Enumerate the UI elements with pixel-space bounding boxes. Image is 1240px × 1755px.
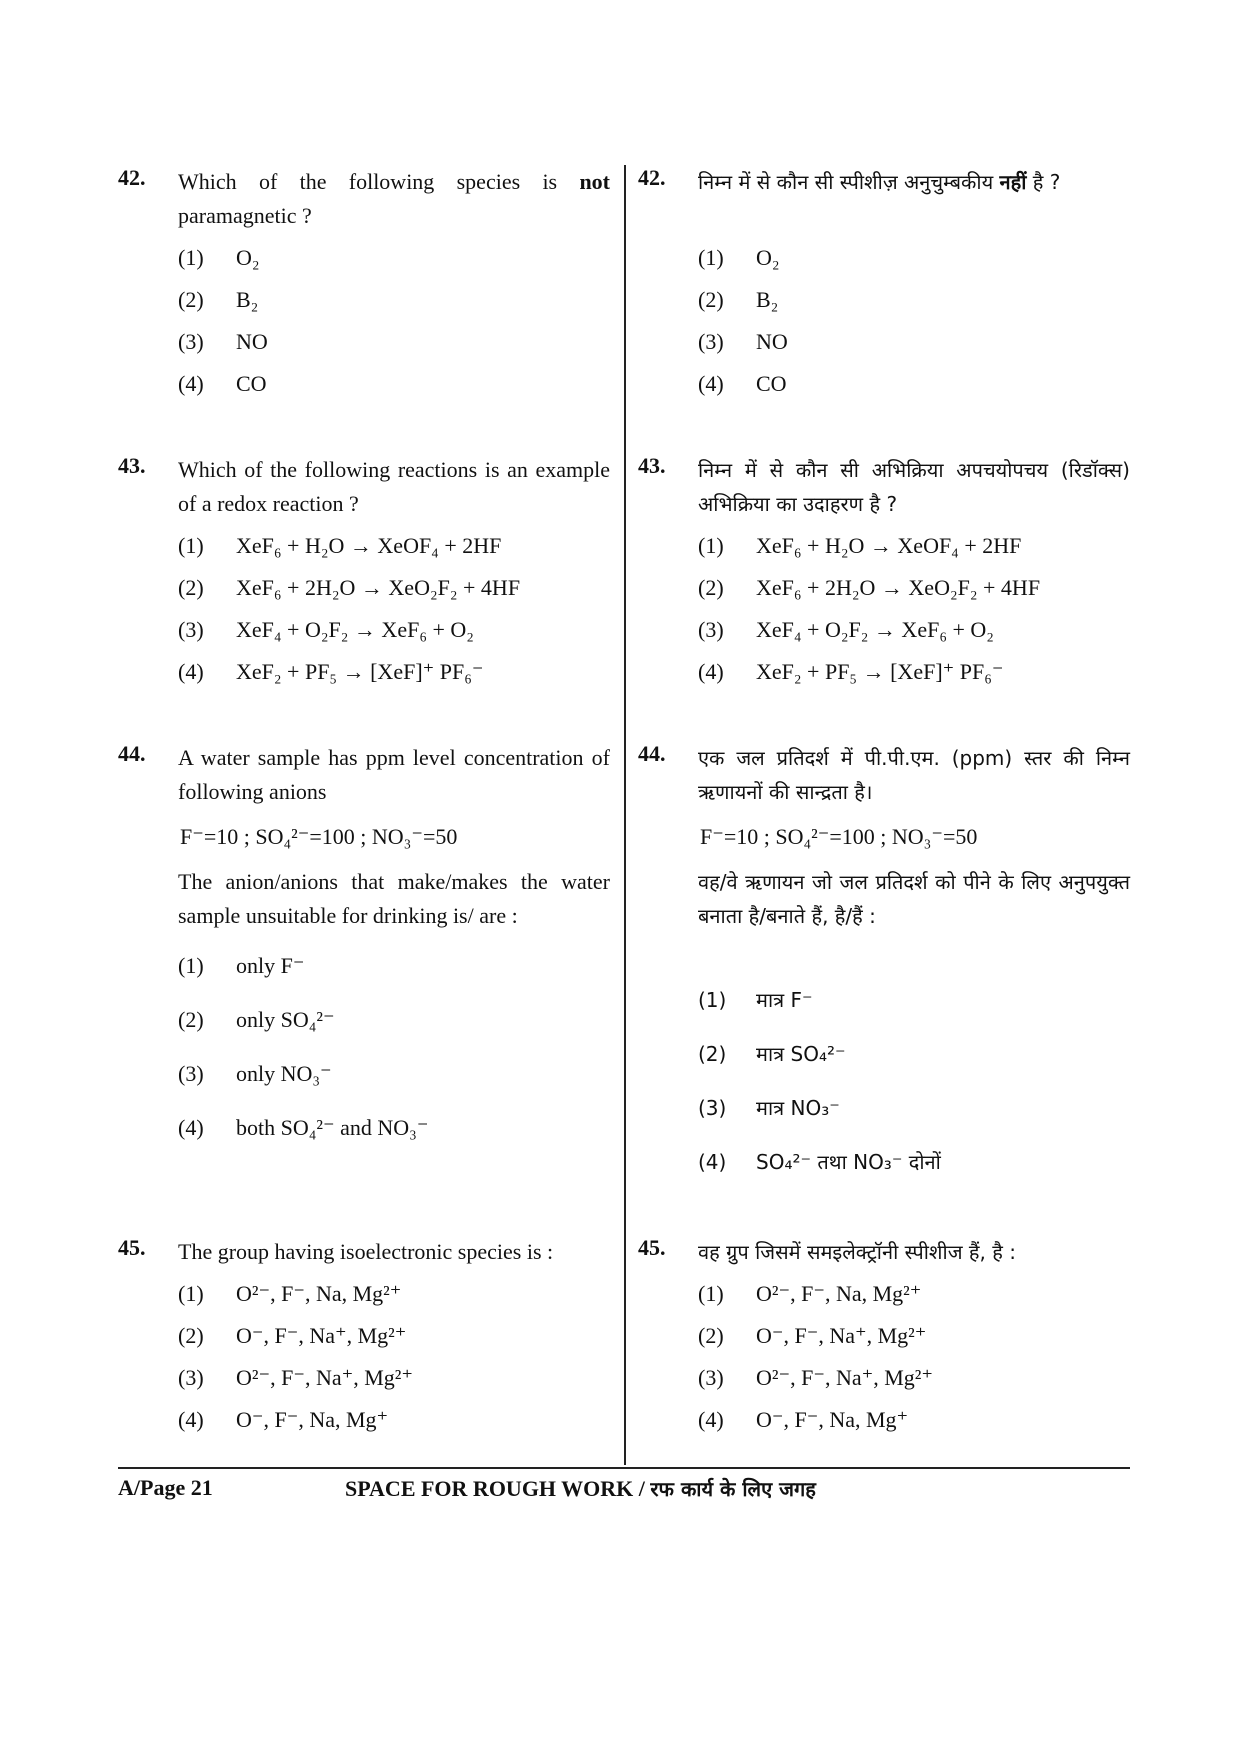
option[interactable]: (2) O⁻, F⁻, Na⁺, Mg²⁺ (178, 1323, 407, 1348)
question-45-en (118, 1235, 610, 1441)
option[interactable]: (1) O₂ (698, 245, 780, 270)
question-number: 42. (638, 165, 666, 190)
option[interactable]: (4) O⁻, F⁻, Na, Mg⁺ (698, 1407, 909, 1432)
option[interactable]: (1) O²⁻, F⁻, Na, Mg²⁺ (698, 1281, 922, 1306)
option[interactable]: (3) NO (178, 329, 268, 354)
option[interactable]: (4) O⁻, F⁻, Na, Mg⁺ (178, 1407, 389, 1432)
option[interactable]: (3) O²⁻, F⁻, Na⁺, Mg²⁺ (698, 1365, 933, 1390)
question-44-hi (638, 741, 1130, 1189)
question-number: 44. (638, 741, 666, 766)
option[interactable]: (4) CO (698, 371, 787, 396)
question-text: Which of the following species is not paramagnetic ? (178, 169, 610, 228)
option[interactable]: (2) XeF₆ + 2H₂O → XeO₂F₂ + 4HF (698, 575, 1041, 600)
question-text: Which of the following reactions is an example of a redox reaction ? (178, 457, 610, 516)
option[interactable]: (4) SO₄²⁻ तथा NO₃⁻ दोनों (698, 1150, 941, 1174)
option[interactable]: (2) B₂ (178, 287, 259, 312)
option[interactable]: (2) O⁻, F⁻, Na⁺, Mg²⁺ (698, 1323, 927, 1348)
option[interactable]: (4) XeF₂ + PF₅ → [XeF]⁺ PF₆⁻ (698, 659, 1004, 684)
page-number: A/Page 21 (118, 1475, 213, 1500)
option[interactable]: (2) मात्र SO₄²⁻ (698, 1042, 846, 1066)
options-list (698, 1273, 1130, 1441)
option[interactable]: (1) XeF₆ + H₂O → XeOF₄ + 2HF (178, 533, 502, 558)
option[interactable]: (3) मात्र NO₃⁻ (698, 1096, 840, 1120)
question-text-continued: वह/वे ऋणायन जो जल प्रतिदर्श को पीने के लिए अनुपयुक्त बनाता है/बनाते हैं, है/हैं : (698, 870, 1130, 928)
options-list (178, 939, 610, 1155)
options-list (698, 525, 1130, 693)
option[interactable]: (1) मात्र F⁻ (698, 988, 813, 1012)
question-number: 43. (638, 453, 666, 478)
question-text-continued: The anion/anions that make/makes the water sample unsuitable for drinking is/ are : (178, 869, 610, 928)
option[interactable]: (4) XeF₂ + PF₅ → [XeF]⁺ PF₆⁻ (178, 659, 484, 684)
options-list (698, 973, 1130, 1189)
option[interactable]: (4) both SO₄²⁻ and NO₃⁻ (178, 1115, 429, 1140)
question-text: निम्न में से कौन सी अभिक्रिया अपचयोपचय (रिडॉक्स) अभिक्रिया का उदाहरण है ? (698, 458, 1130, 516)
question-44-en (118, 741, 610, 1155)
option[interactable]: (1) O₂ (178, 245, 260, 270)
option[interactable]: (4) CO (178, 371, 267, 396)
anion-concentration-formula: F⁻=10 ; SO₄²⁻=100 ; NO₃⁻=50 (180, 824, 458, 849)
rough-work-label: SPACE FOR ROUGH WORK / रफ कार्य के लिए जगह (345, 1476, 816, 1501)
option[interactable]: (3) NO (698, 329, 788, 354)
option[interactable]: (2) only SO₄²⁻ (178, 1007, 335, 1032)
option[interactable]: (2) XeF₆ + 2H₂O → XeO₂F₂ + 4HF (178, 575, 521, 600)
options-list (178, 525, 610, 693)
question-42-en (118, 165, 610, 405)
question-number: 43. (118, 453, 146, 478)
question-text: निम्न में से कौन सी स्पीशीज़ अनुचुम्बकीय नहीं है ? (698, 170, 1061, 194)
footer-rule (118, 1467, 1130, 1469)
option[interactable]: (3) O²⁻, F⁻, Na⁺, Mg²⁺ (178, 1365, 413, 1390)
option[interactable]: (2) B₂ (698, 287, 779, 312)
question-number: 42. (118, 165, 146, 190)
question-text: एक जल प्रतिदर्श में पी.पी.एम. (ppm) स्तर की निम्न ऋणायनों की सान्द्रता है। (698, 746, 1130, 804)
option[interactable]: (1) XeF₆ + H₂O → XeOF₄ + 2HF (698, 533, 1022, 558)
question-text: The group having isoelectronic species is : (178, 1239, 554, 1264)
question-text: वह ग्रुप जिसमें समइलेक्ट्रॉनी स्पीशीज हैं, है : (698, 1240, 1016, 1264)
question-number: 45. (118, 1235, 146, 1260)
options-list (178, 1273, 610, 1441)
options-list (178, 237, 610, 405)
option[interactable]: (3) XeF₄ + O₂F₂ → XeF₆ + O₂ (178, 617, 474, 642)
option[interactable]: (1) O²⁻, F⁻, Na, Mg²⁺ (178, 1281, 402, 1306)
question-number: 45. (638, 1235, 666, 1260)
question-42-hi (638, 165, 1130, 405)
option[interactable]: (3) XeF₄ + O₂F₂ → XeF₆ + O₂ (698, 617, 994, 642)
option[interactable]: (1) only F⁻ (178, 953, 305, 978)
column-divider (624, 165, 626, 1465)
question-43-hi (638, 453, 1130, 693)
option[interactable]: (3) only NO₃⁻ (178, 1061, 332, 1086)
question-43-en (118, 453, 610, 693)
anion-concentration-formula: F⁻=10 ; SO₄²⁻=100 ; NO₃⁻=50 (700, 824, 978, 849)
question-number: 44. (118, 741, 146, 766)
question-text: A water sample has ppm level concentration of following anions (178, 745, 610, 804)
question-45-hi (638, 1235, 1130, 1441)
options-list (698, 237, 1130, 405)
